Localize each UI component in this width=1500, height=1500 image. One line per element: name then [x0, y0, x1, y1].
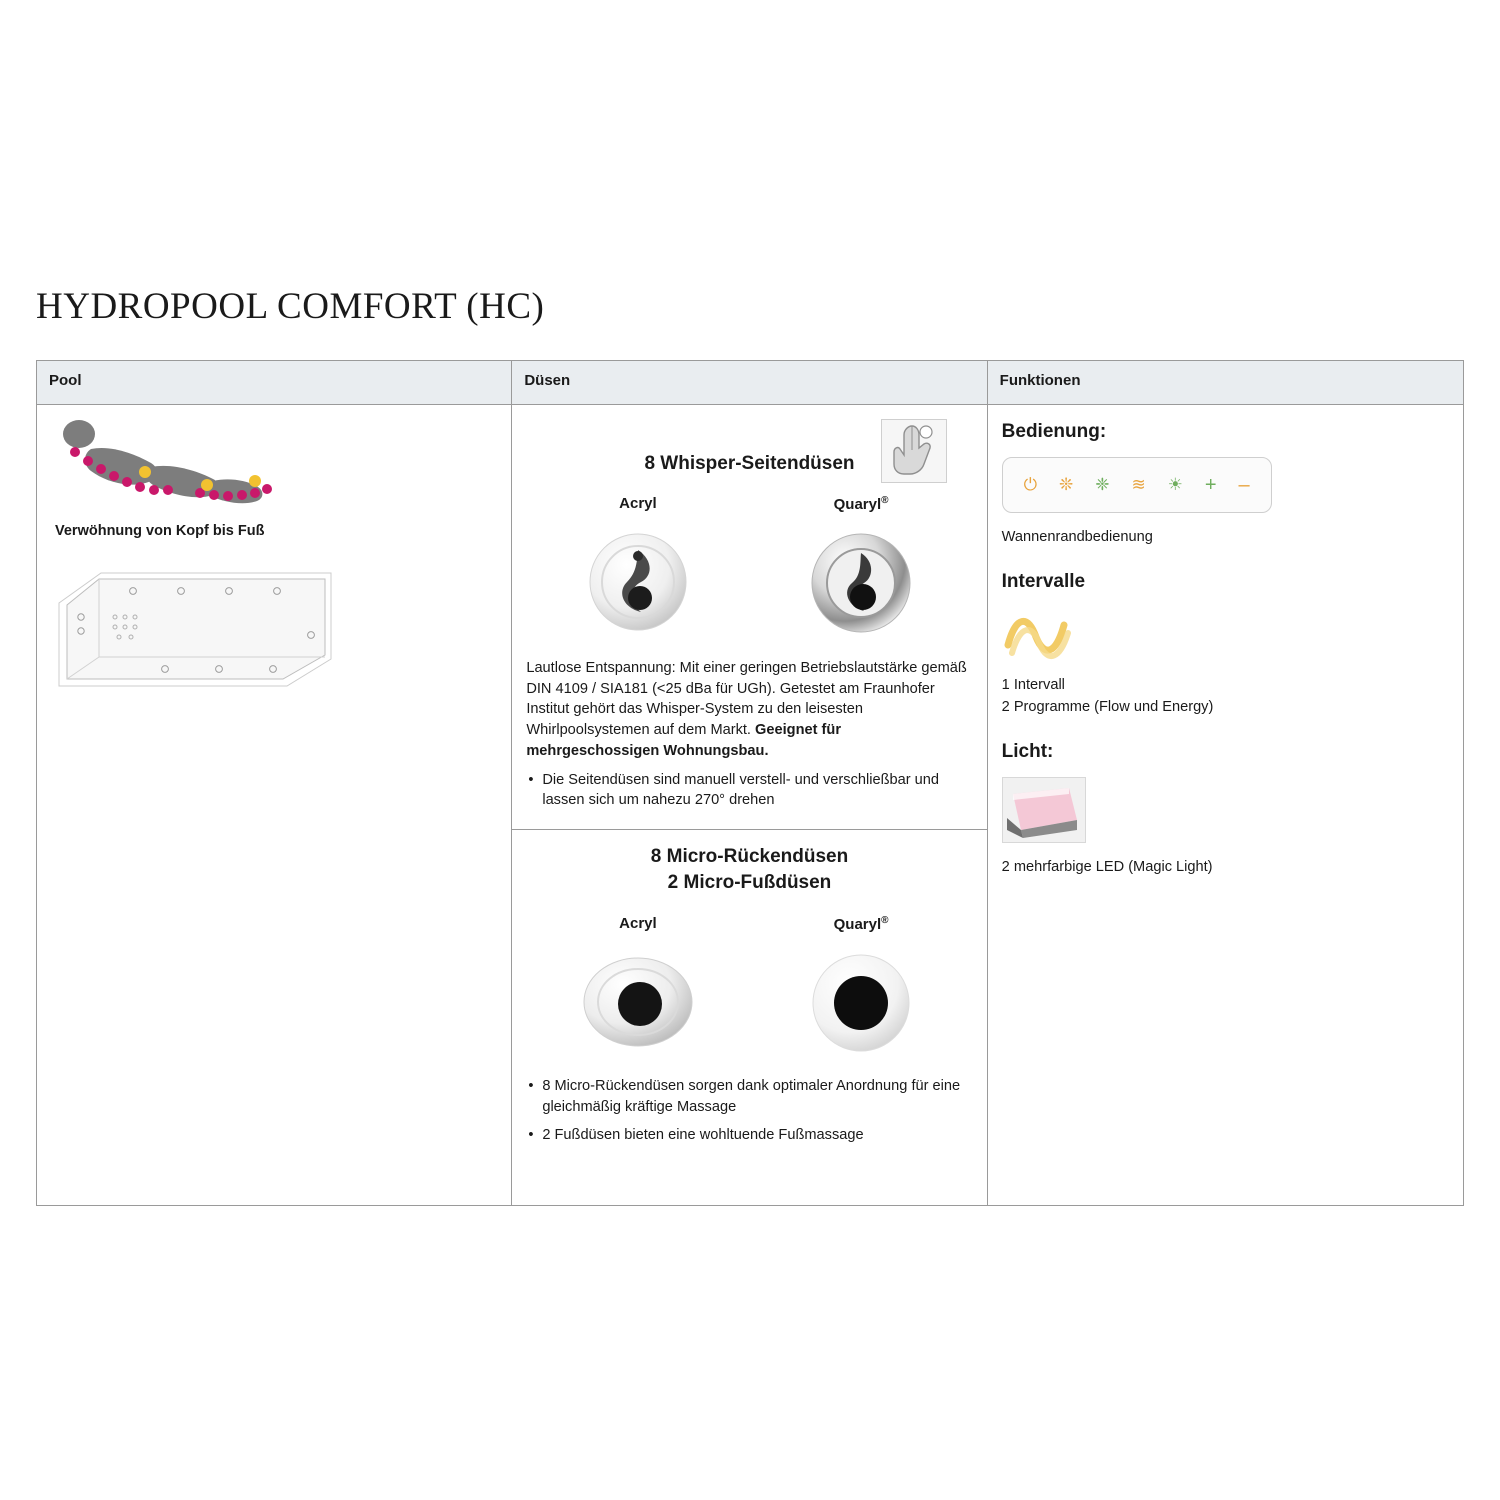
micro-jets-heading-line1: 8 Micro-Rückendüsen: [650, 846, 849, 868]
table-header-row: [37, 361, 1463, 405]
side-jet-acryl-label: Acryl: [619, 495, 657, 512]
side-jet-quaryl: [761, 495, 961, 642]
feature-table: [36, 360, 1464, 1206]
light-icon[interactable]: ☀: [1167, 475, 1183, 494]
page-title: HYDROPOOL COMFORT (HC): [36, 286, 545, 327]
minus-icon[interactable]: –: [1238, 473, 1250, 496]
side-jets-section: [512, 405, 986, 830]
light-heading: Licht:: [1001, 740, 1054, 762]
registered-mark: ®: [881, 915, 889, 927]
list-item: • Die Seitendüsen sind manuell verstell- und verschließbar und lassen sich um nahezu 270° drehen: [526, 770, 972, 811]
micro-jets-bullets: [526, 1076, 972, 1145]
plus-icon[interactable]: +: [1204, 473, 1217, 496]
massage-program-icon[interactable]: ≋: [1131, 475, 1146, 494]
cell-funktionen: [988, 405, 1463, 1205]
cell-duesen: [512, 405, 987, 1205]
pool-figure-caption: Verwöhnung von Kopf bis Fuß: [55, 523, 265, 539]
hand-adjusting-jet-icon: [881, 419, 947, 483]
intervals-heading: Intervalle: [1001, 570, 1086, 592]
acryl-side-jet-photo: [579, 526, 697, 636]
power-icon[interactable]: ⏻: [1023, 475, 1038, 494]
whirl-jets-icon[interactable]: ❊: [1059, 475, 1074, 494]
acryl-micro-jet-photo: [574, 946, 702, 1056]
bathtub-jet-layout-diagram: [55, 561, 499, 696]
side-jets-paragraph: [526, 658, 972, 762]
magic-light-led-photo: [1002, 777, 1086, 843]
quaryl-micro-jet-photo: [797, 947, 925, 1057]
operation-heading: Bedienung:: [1001, 421, 1107, 442]
list-item: • 8 Micro-Rückendüsen sorgen dank optimaler Anordnung für eine gleichmäßig kräftige Massage: [526, 1076, 972, 1117]
registered-mark: ®: [881, 495, 889, 506]
micro-jets-heading: [526, 844, 972, 895]
micro-jet-acryl: [538, 915, 738, 1062]
cell-pool: [37, 405, 512, 1205]
side-jets-paragraph-text: Lautlose Entspannung: Mit einer geringen Betriebslautstärke gemäß DIN 4109 / SIA181 (<25 dBa für UGh). Getestet am Fraunhofer Institut gehört das Whisper-System zu den leisesten Whirlpoolsystemen auf dem Markt.: [526, 660, 967, 739]
side-jets-paragraph-bold: Geeignet für mehrgeschossigen Wohnungsbau.: [526, 722, 841, 759]
list-item: • 2 Fußdüsen bieten eine wohltuende Fußmassage: [526, 1125, 972, 1146]
intervals-line-2: 2 Programme (Flow und Energy): [1001, 698, 1214, 715]
micro-jets-section: [512, 830, 986, 1163]
micro-jet-quaryl: [761, 915, 961, 1062]
light-caption: 2 mehrfarbige LED (Magic Light): [1001, 858, 1213, 875]
intervals-line-1: 1 Intervall: [1001, 676, 1065, 693]
control-panel-caption: Wannenrandbedienung: [1001, 529, 1153, 545]
interval-wave-icon: [1002, 607, 1074, 661]
side-jets-bullets: [526, 770, 972, 811]
quaryl-side-jet-photo: [802, 527, 920, 637]
table-body-row: [37, 405, 1463, 1205]
air-jets-icon[interactable]: ❈: [1095, 475, 1110, 494]
column-header-funktionen: Funktionen: [988, 361, 1463, 405]
tub-rim-control-panel[interactable]: [1002, 457, 1272, 513]
micro-jets-material-row: [526, 915, 972, 1062]
micro-jets-heading-line2: 2 Micro-Fußdüsen: [667, 871, 832, 893]
column-header-pool: Pool: [37, 361, 512, 405]
side-jets-heading: 8 Whisper-Seitendüsen: [644, 453, 855, 474]
micro-jet-quaryl-label: Quaryl: [833, 916, 882, 934]
side-jets-material-row: [526, 495, 972, 642]
micro-jet-acryl-label: Acryl: [619, 915, 657, 933]
side-jet-acryl: [538, 495, 738, 642]
side-jet-quaryl-label: Quaryl: [833, 496, 882, 513]
column-header-duesen: Düsen: [512, 361, 987, 405]
body-massage-points-diagram: [55, 419, 295, 509]
